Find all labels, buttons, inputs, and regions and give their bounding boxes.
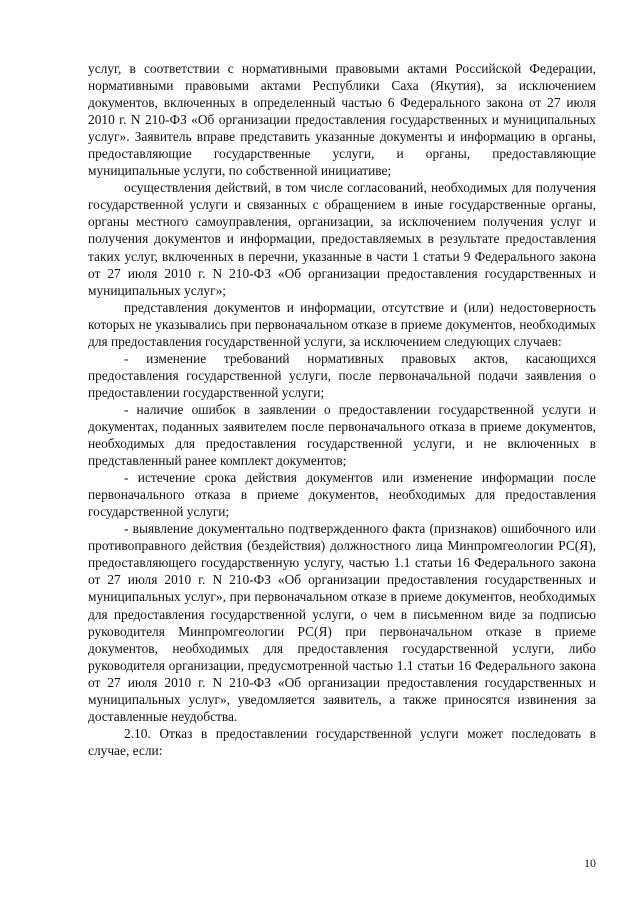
section-2-10: 2.10. Отказ в предоставлении государственной услуги может последовать в случае, если: bbox=[88, 725, 596, 758]
list-item-1: - изменение требований нормативных правовых актов, касающихся предоставления государственной услуги, после первоначальной подачи заявления о предоставлении государственной услуги; bbox=[88, 350, 596, 400]
paragraph-3: представления документов и информации, отсутствие и (или) недостоверность которых не указывались при первоначальном отказе в приеме документов, необходимых для предоставления государственной услуги, за исключением следующих случаев: bbox=[88, 299, 596, 349]
paragraph-2: осуществления действий, в том числе согласований, необходимых для получения государственной услуги и связанных с обращением в иные государственные органы, органы местного самоуправления, организации, за исключением получения услуг и получения документов и информации, предоставляемых в результате предоставления таких услуг, включенных в перечни, указанные в части 1 статьи 9 Федерального закона от 27 июля 2010 г. N 210-ФЗ «Об организации предоставления государственных и муниципальных услуг»; bbox=[88, 180, 596, 298]
list-item-3: - истечение срока действия документов или изменение информации после первоначального отказа в приеме документов, необходимых для предоставления государственной услуги; bbox=[88, 470, 596, 520]
page-number: 10 bbox=[584, 856, 596, 870]
body-text bbox=[88, 60, 596, 759]
list-item-2: - наличие ошибок в заявлении о предоставлении государственной услуги и документах, поданных заявителем после первоначального отказа в приеме документов, необходимых для предоставления государственной услуги, и не включенных в представленный ранее комплект документов; bbox=[88, 401, 596, 469]
paragraph-1: услуг, в соответствии с нормативными правовыми актами Российской Федерации, нормативными правовыми актами Республики Саха (Якутия), за исключением документов, включенных в определенный частью 6 Федерального закона от 27 июля 2010 г. N 210-ФЗ «Об организации предоставления государственных и муниципальных услуг». Заявитель вправе представить указанные документы и информацию в органы, предоставляющие государственные услуги, и органы, предоставляющие муниципальные услуги, по собственной инициативе; bbox=[88, 61, 596, 179]
list-item-4: - выявление документально подтвержденного факта (признаков) ошибочного или противоправного действия (бездействия) должностного лица Минпромгеологии РС(Я), предоставляющего государственную услугу, частью 1.1 статьи 16 Федерального закона от 27 июля 2010 г. N 210-ФЗ «Об организации предоставления государственных и муниципальных услуг», при первоначальном отказе в приеме документов, необходимых для предоставления государственной услуги, о чем в письменном виде за подписью руководителя Минпромгеологии РС(Я) при первоначальном отказе в приеме документов, необходимых для предоставления государственной услуги, либо руководителя организации, предусмотренной частью 1.1 статьи 16 Федерального закона от 27 июля 2010 г. N 210-ФЗ «Об организации предоставления государственных и муниципальных услуг», уведомляется заявитель, а также приносятся извинения за доставленные неудобства. bbox=[88, 521, 596, 724]
